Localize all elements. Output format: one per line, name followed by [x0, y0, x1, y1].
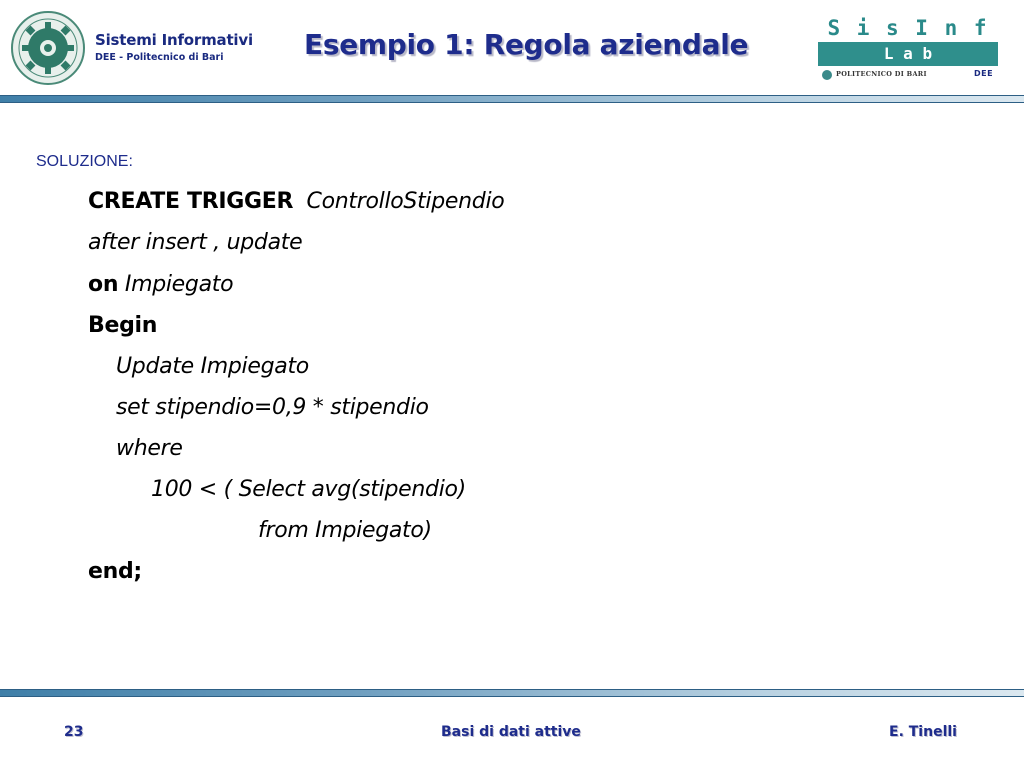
dee-logo-text: DEE: [974, 69, 994, 78]
footer-divider: [0, 689, 1024, 697]
code-line-on: [88, 271, 233, 299]
sisinf-logo-wordmark: S i s I n f: [827, 16, 989, 40]
header-divider: [0, 95, 1024, 103]
code-line-events: after insert , update: [88, 230, 303, 255]
code-line-select: 100 < ( Select avg(stipendio): [151, 477, 466, 502]
sisinf-logo-lab-bar: L a b: [818, 42, 998, 66]
poliba-mark-icon: [822, 70, 832, 80]
code-line-begin: Begin: [88, 313, 158, 338]
table-name: Impiegato: [124, 272, 234, 297]
trigger-name: ControlloStipendio: [306, 189, 505, 214]
solution-label: SOLUZIONE:: [36, 153, 133, 170]
code-keyword: on: [88, 272, 119, 297]
code-line-from: from Impiegato): [258, 518, 432, 543]
code-line-end: end;: [88, 559, 142, 584]
brand-title: Sistemi Informativi: [95, 31, 253, 49]
code-line-update: Update Impiegato: [116, 354, 309, 379]
slide-title: Esempio 1: Regola aziendale: [304, 28, 749, 61]
code-line-set: set stipendio=0,9 * stipendio: [116, 395, 429, 420]
brand-subtitle: DEE - Politecnico di Bari: [95, 52, 224, 63]
university-seal-logo: [10, 10, 86, 86]
footer-author: E. Tinelli: [889, 724, 957, 740]
page-number: 23: [64, 724, 84, 740]
code-line-where: where: [116, 436, 183, 461]
code-keyword: CREATE TRIGGER: [88, 189, 294, 214]
code-line-create-trigger: [88, 188, 504, 216]
poliba-logo-text: POLITECNICO DI BARI: [836, 70, 927, 78]
footer-course-title: Basi di dati attive: [441, 724, 581, 740]
